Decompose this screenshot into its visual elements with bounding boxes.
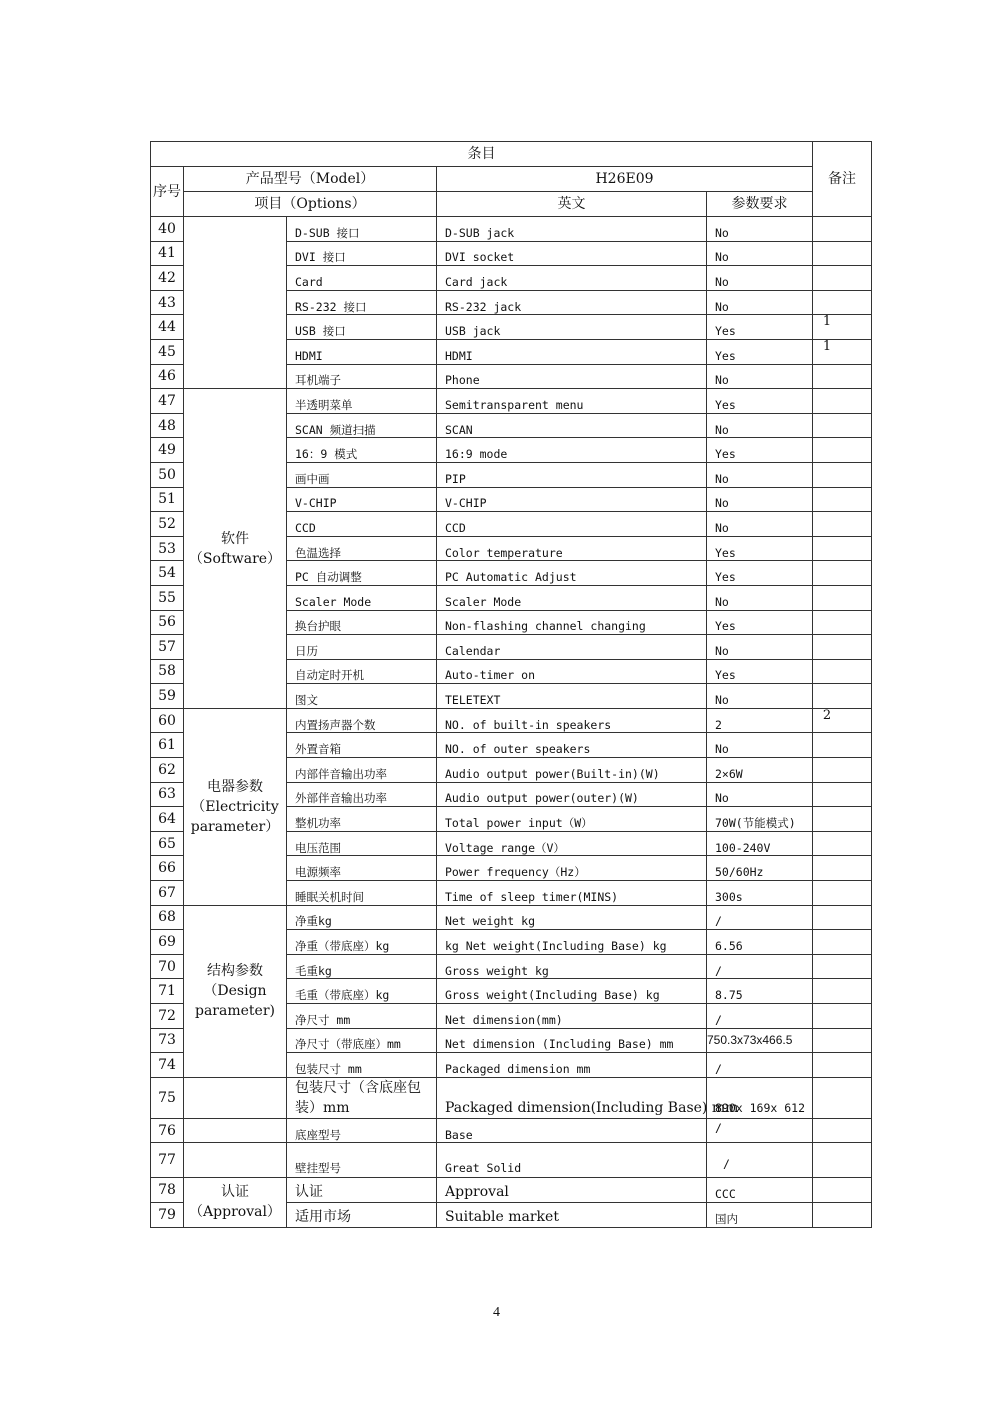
row-english: V-CHIP (437, 487, 707, 512)
row-english: Scaler Mode (437, 585, 707, 610)
row-number: 51 (151, 487, 184, 512)
row-requirement: Yes (707, 659, 813, 684)
row-requirement: No (707, 290, 813, 315)
row-chinese: 净重kg (287, 905, 437, 930)
row-chinese: 日历 (287, 635, 437, 660)
row-requirement: Yes (707, 610, 813, 635)
row-chinese: 睡眠关机时间 (287, 881, 437, 906)
row-number: 43 (151, 290, 184, 315)
table-row (151, 1118, 872, 1143)
row-note (813, 266, 872, 291)
row-note (813, 1053, 872, 1078)
row-number: 55 (151, 585, 184, 610)
header-english-label: 英文 (437, 192, 707, 217)
row-english: Total power input（W） (437, 807, 707, 832)
row-note (813, 954, 872, 979)
row-chinese: 16：9 模式 (287, 438, 437, 463)
row-english: Great Solid (437, 1143, 707, 1178)
row-chinese: 净尺寸（带底座）mm (287, 1028, 437, 1053)
row-note (813, 659, 872, 684)
row-number: 47 (151, 389, 184, 414)
row-note (813, 364, 872, 389)
row-number: 70 (151, 954, 184, 979)
row-chinese: HDMI (287, 339, 437, 364)
row-note (813, 1028, 872, 1053)
table-row (151, 389, 872, 414)
row-number: 76 (151, 1118, 184, 1143)
row-english: HDMI (437, 339, 707, 364)
row-chinese: 内置扬声器个数 (287, 708, 437, 733)
category-design: 结构参数（Design parameter) (184, 905, 287, 1077)
row-note (813, 389, 872, 414)
row-number: 45 (151, 339, 184, 364)
row-english: Suitable market (437, 1202, 707, 1227)
row-requirement: 6.56 (707, 930, 813, 955)
row-note (813, 585, 872, 610)
row-number: 79 (151, 1202, 184, 1227)
row-note (813, 217, 872, 242)
row-chinese: 底座型号 (287, 1118, 437, 1143)
row-chinese: 内部伴音输出功率 (287, 758, 437, 783)
row-english: DVI socket (437, 241, 707, 266)
row-number: 77 (151, 1143, 184, 1178)
row-chinese: 外部伴音输出功率 (287, 782, 437, 807)
row-number: 58 (151, 659, 184, 684)
row-note (813, 881, 872, 906)
row-requirement: Yes (707, 536, 813, 561)
row-requirement: 2×6W (707, 758, 813, 783)
table-row (151, 708, 872, 733)
row-chinese: 毛重（带底座）kg (287, 979, 437, 1004)
row-requirement: / (707, 1143, 813, 1178)
row-number: 52 (151, 512, 184, 537)
category-software: 软件（Software） (184, 389, 287, 709)
row-english: Gross weight kg (437, 954, 707, 979)
row-requirement: 750.3x73x466.5 (707, 1028, 813, 1053)
row-number: 62 (151, 758, 184, 783)
row-english: NO. of outer speakers (437, 733, 707, 758)
row-number: 41 (151, 241, 184, 266)
row-number: 53 (151, 536, 184, 561)
row-requirement: No (707, 364, 813, 389)
row-requirement: / (707, 1004, 813, 1029)
row-number: 44 (151, 315, 184, 340)
row-note (813, 413, 872, 438)
row-requirement: / (707, 1053, 813, 1078)
row-note (813, 733, 872, 758)
row-number: 49 (151, 438, 184, 463)
row-note (813, 1118, 872, 1143)
row-chinese: 图文 (287, 684, 437, 709)
row-chinese: V-CHIP (287, 487, 437, 512)
row-note (813, 905, 872, 930)
row-number: 64 (151, 807, 184, 832)
row-english: Time of sleep timer(MINS) (437, 881, 707, 906)
row-english: D-SUB jack (437, 217, 707, 242)
row-chinese: Card (287, 266, 437, 291)
row-requirement: No (707, 585, 813, 610)
row-english: PC Automatic Adjust (437, 561, 707, 586)
header-note: 备注 (813, 142, 872, 217)
table-row (151, 1077, 872, 1118)
row-chinese: 电源频率 (287, 856, 437, 881)
row-chinese: 壁挂型号 (287, 1143, 437, 1178)
row-note (813, 1202, 872, 1227)
row-note (813, 290, 872, 315)
row-requirement: 300s (707, 881, 813, 906)
table-row (151, 1143, 872, 1178)
row-requirement: 70W(节能模式) (707, 807, 813, 832)
row-chinese: 毛重kg (287, 954, 437, 979)
row-chinese: 整机功率 (287, 807, 437, 832)
row-note (813, 241, 872, 266)
row-requirement: Yes (707, 339, 813, 364)
row-number: 59 (151, 684, 184, 709)
row-requirement: 8.75 (707, 979, 813, 1004)
row-number: 50 (151, 462, 184, 487)
row-english: Net weight kg (437, 905, 707, 930)
row-note (813, 487, 872, 512)
row-english: Color temperature (437, 536, 707, 561)
row-english: TELETEXT (437, 684, 707, 709)
row-number: 75 (151, 1077, 184, 1118)
row-requirement: No (707, 512, 813, 537)
row-note (813, 635, 872, 660)
row-chinese: 自动定时开机 (287, 659, 437, 684)
row-note (813, 1143, 872, 1178)
header-seq: 序号 (151, 167, 184, 217)
row-requirement: No (707, 241, 813, 266)
row-english: Approval (437, 1178, 707, 1203)
row-number: 63 (151, 782, 184, 807)
row-english: Base (437, 1118, 707, 1143)
row-chinese: 电压范围 (287, 831, 437, 856)
header-options-label: 项目（Options） (184, 192, 437, 217)
row-chinese: RS-232 接口 (287, 290, 437, 315)
row-requirement: 890x 169x 612 (707, 1077, 813, 1118)
row-number: 56 (151, 610, 184, 635)
row-requirement: / (707, 954, 813, 979)
row-chinese: 认证 (287, 1178, 437, 1203)
row-number: 60 (151, 708, 184, 733)
row-english: CCD (437, 512, 707, 537)
header-model-value: H26E09 (437, 167, 813, 192)
row-english: Net dimension(mm) (437, 1004, 707, 1029)
row-chinese: 色温选择 (287, 536, 437, 561)
row-english: Voltage range（V） (437, 831, 707, 856)
row-english: Audio output power(outer)(W) (437, 782, 707, 807)
row-chinese: CCD (287, 512, 437, 537)
row-number: 42 (151, 266, 184, 291)
row-english: RS-232 jack (437, 290, 707, 315)
row-english: Audio output power(Built-in)(W) (437, 758, 707, 783)
table-row (151, 905, 872, 930)
row-number: 61 (151, 733, 184, 758)
row-requirement: No (707, 782, 813, 807)
row-note (813, 512, 872, 537)
row-number: 65 (151, 831, 184, 856)
row-chinese: 包装尺寸 mm (287, 1053, 437, 1078)
row-chinese: 耳机端子 (287, 364, 437, 389)
row-chinese: 净重（带底座）kg (287, 930, 437, 955)
row-number: 68 (151, 905, 184, 930)
row-number: 73 (151, 1028, 184, 1053)
row-number: 54 (151, 561, 184, 586)
row-chinese: SCAN 频道扫描 (287, 413, 437, 438)
row-number: 74 (151, 1053, 184, 1078)
row-number: 46 (151, 364, 184, 389)
row-english: kg Net weight(Including Base) kg (437, 930, 707, 955)
category-approval: 认证（Approval） (184, 1178, 287, 1227)
row-number: 78 (151, 1178, 184, 1203)
row-note (813, 831, 872, 856)
row-note (813, 1178, 872, 1203)
row-chinese: DVI 接口 (287, 241, 437, 266)
category-cell-blank (184, 217, 287, 389)
row-note (813, 536, 872, 561)
row-chinese: 画中画 (287, 462, 437, 487)
row-requirement: No (707, 217, 813, 242)
row-note (813, 1004, 872, 1029)
row-note (813, 1077, 872, 1118)
row-note (813, 610, 872, 635)
row-english: NO. of built-in speakers (437, 708, 707, 733)
table-row (151, 217, 872, 242)
row-requirement: Yes (707, 389, 813, 414)
row-note (813, 979, 872, 1004)
row-number: 67 (151, 881, 184, 906)
row-number: 57 (151, 635, 184, 660)
row-chinese: USB 接口 (287, 315, 437, 340)
row-requirement: No (707, 266, 813, 291)
row-english: Net dimension (Including Base) mm (437, 1028, 707, 1053)
row-requirement: 国内 (707, 1202, 813, 1227)
row-requirement: Yes (707, 438, 813, 463)
row-number: 71 (151, 979, 184, 1004)
row-chinese: 半透明菜单 (287, 389, 437, 414)
row-english: Packaged dimension mm (437, 1053, 707, 1078)
row-requirement: Yes (707, 315, 813, 340)
row-number: 48 (151, 413, 184, 438)
row-note: 1 (813, 339, 872, 364)
table-row (151, 1178, 872, 1203)
row-note (813, 856, 872, 881)
header-requirement-label: 参数要求 (707, 192, 813, 217)
row-requirement: No (707, 487, 813, 512)
header-item: 条目 (151, 142, 813, 167)
spec-table (150, 141, 872, 1228)
row-chinese: 适用市场 (287, 1202, 437, 1227)
row-chinese: 外置音箱 (287, 733, 437, 758)
row-chinese: D-SUB 接口 (287, 217, 437, 242)
row-english: PIP (437, 462, 707, 487)
row-english: Calendar (437, 635, 707, 660)
header-model-label: 产品型号（Model） (184, 167, 437, 192)
row-english: Auto-timer on (437, 659, 707, 684)
row-note (813, 462, 872, 487)
row-requirement: 2 (707, 708, 813, 733)
row-english: Power frequency（Hz） (437, 856, 707, 881)
row-number: 72 (151, 1004, 184, 1029)
row-english: Packaged dimension(Including Base) mm (437, 1077, 707, 1118)
row-chinese: 换台护眼 (287, 610, 437, 635)
row-number: 66 (151, 856, 184, 881)
row-note (813, 930, 872, 955)
category-electricity: 电器参数（Electricity parameter） (184, 708, 287, 905)
row-note (813, 684, 872, 709)
row-english: 16:9 mode (437, 438, 707, 463)
row-requirement: / (707, 905, 813, 930)
row-english: Non-flashing channel changing (437, 610, 707, 635)
row-requirement: No (707, 733, 813, 758)
row-note (813, 561, 872, 586)
row-chinese: 净尺寸 mm (287, 1004, 437, 1029)
row-note (813, 438, 872, 463)
row-english: Card jack (437, 266, 707, 291)
row-note (813, 807, 872, 832)
category-cell-blank (184, 1077, 287, 1118)
row-chinese: PC 自动调整 (287, 561, 437, 586)
row-english: USB jack (437, 315, 707, 340)
row-english: Gross weight(Including Base) kg (437, 979, 707, 1004)
row-requirement: No (707, 462, 813, 487)
row-english: Semitransparent menu (437, 389, 707, 414)
row-requirement: CCC (707, 1178, 813, 1203)
row-requirement: / (707, 1118, 813, 1143)
row-requirement: No (707, 413, 813, 438)
row-requirement: Yes (707, 561, 813, 586)
row-requirement: 100-240V (707, 831, 813, 856)
row-requirement: 50/60Hz (707, 856, 813, 881)
row-note (813, 782, 872, 807)
row-english: Phone (437, 364, 707, 389)
row-note: 2 (813, 708, 872, 733)
row-english: SCAN (437, 413, 707, 438)
row-chinese: Scaler Mode (287, 585, 437, 610)
page-number: 4 (493, 1305, 500, 1320)
row-number: 69 (151, 930, 184, 955)
row-note (813, 758, 872, 783)
row-number: 40 (151, 217, 184, 242)
row-chinese: 包装尺寸（含底座包装）mm (287, 1077, 437, 1118)
category-cell-blank (184, 1143, 287, 1178)
row-requirement: No (707, 684, 813, 709)
row-requirement: No (707, 635, 813, 660)
category-cell-blank (184, 1118, 287, 1143)
row-note: 1 (813, 315, 872, 340)
